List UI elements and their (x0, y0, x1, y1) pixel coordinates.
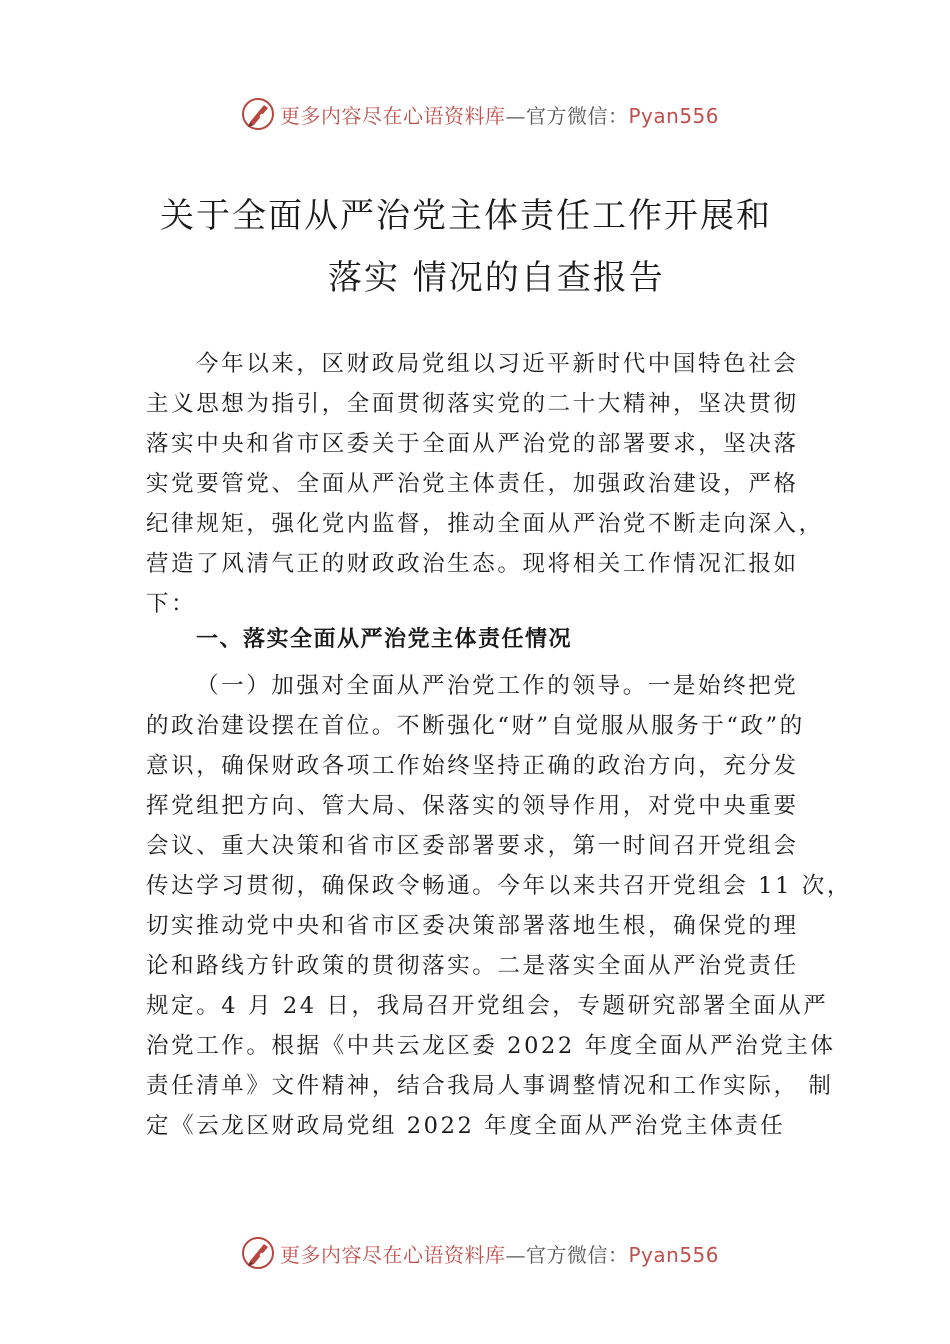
banner-wechat-label: 官方微信： (526, 103, 629, 128)
banner-text (280, 100, 719, 129)
intro-line: 今年以来，区财政局党组以习近平新时代中国特色社会 (196, 351, 799, 377)
banner-wechat-label: 官方微信： (526, 1242, 629, 1267)
section-line: 定《云龙区财政局党组 2022 年度全面从严治党主体责任 (146, 1113, 786, 1139)
section-line: 意识，确保财政各项工作始终坚持正确的政治方向，充分发 (146, 753, 799, 779)
intro-line: 实党要管党、全面从严治党主体责任，加强政治建设，严格 (146, 471, 799, 497)
banner-text (280, 1239, 719, 1268)
intro-line: 下： (146, 591, 197, 617)
pen-logo-icon (240, 96, 276, 132)
pen-logo-icon (240, 1235, 276, 1271)
banner-wechat-id: Pyan556 (628, 103, 720, 128)
banner-separator: — (505, 103, 526, 128)
section-line: 的政治建设摆在首位。不断强化“财”自觉服从服务于“政”的 (146, 713, 805, 739)
section-line: 论和路线方针政策的贯彻落实。二是落实全面从严治党责任 (146, 953, 799, 979)
footer-banner (240, 1234, 719, 1272)
header-banner (240, 95, 719, 133)
section-line: 挥党组把方向、管大局、保落实的领导作用，对党中央重要 (146, 793, 799, 819)
section-line: 责任清单》文件精神，结合我局人事调整情况和工作实际， 制 (146, 1073, 834, 1099)
document-title-line-2: 落实 情况的自查报告 (328, 258, 665, 298)
section-line: 规定。4 月 24 日，我局召开党组会，专题研究部署全面从严 (146, 993, 829, 1019)
section-line: 会议、重大决策和省市区委部署要求，第一时间召开党组会 (146, 833, 799, 859)
section-line: 切实推动党中央和省市区委决策部署落地生根，确保党的理 (146, 913, 799, 939)
banner-separator: — (505, 1242, 526, 1267)
section-line: 治党工作。根据《中共云龙区委 2022 年度全面从严治党主体 (146, 1033, 836, 1059)
intro-line: 主义思想为指引，全面贯彻落实党的二十大精神，坚决贯彻 (146, 391, 799, 417)
document-title-line-1: 关于全面从严治党主体责任工作开展和 (160, 196, 772, 236)
banner-wechat-id: Pyan556 (628, 1242, 720, 1267)
section-line: （一）加强对全面从严治党工作的领导。一是始终把党 (196, 673, 799, 699)
banner-site-name: 更多内容尽在心语资料库 (280, 103, 506, 128)
intro-line: 纪律规矩，强化党内监督，推动全面从严治党不断走向深入， (146, 511, 824, 537)
intro-line: 落实中央和省市区委关于全面从严治党的部署要求，坚决落 (146, 431, 799, 457)
banner-site-name: 更多内容尽在心语资料库 (280, 1242, 506, 1267)
intro-line: 营造了风清气正的财政政治生态。现将相关工作情况汇报如 (146, 551, 799, 577)
section-heading: 一、落实全面从严治党主体责任情况 (196, 627, 573, 652)
section-line: 传达学习贯彻，确保政令畅通。今年以来共召开党组会 11 次， (146, 873, 852, 899)
